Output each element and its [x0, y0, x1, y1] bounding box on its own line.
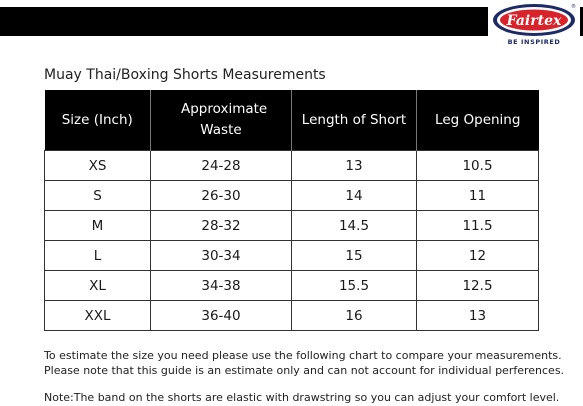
cell-length: 16 [292, 301, 417, 331]
logo-wordmark: Fairtex [506, 13, 562, 29]
cell-length: 15.5 [292, 271, 417, 301]
table-row [45, 241, 539, 271]
header-length: Length of Short [292, 90, 417, 151]
cell-leg-opening: 12 [417, 241, 539, 271]
cell-size: XXL [45, 301, 151, 331]
brand-logo [488, 2, 580, 50]
cell-waste: 26-30 [151, 181, 292, 211]
page-title: Muay Thai/Boxing Shorts Measurements [44, 67, 326, 83]
header-leg-opening: Leg Opening [417, 90, 539, 151]
cell-waste: 36-40 [151, 301, 292, 331]
cell-waste: 34-38 [151, 271, 292, 301]
cell-size: M [45, 211, 151, 241]
cell-size: XS [45, 151, 151, 181]
table-header-row [45, 90, 539, 151]
cell-waste: 24-28 [151, 151, 292, 181]
table-row [45, 211, 539, 241]
cell-waste: 28-32 [151, 211, 292, 241]
cell-size: L [45, 241, 151, 271]
header-waste [151, 90, 292, 151]
registered-mark-icon: ® [571, 4, 576, 10]
cell-leg-opening: 11.5 [417, 211, 539, 241]
table-row [45, 301, 539, 331]
cell-leg-opening: 12.5 [417, 271, 539, 301]
instruction-note: To estimate the size you need please use the following chart to compare your measurements. [44, 349, 562, 362]
cell-length: 14 [292, 181, 417, 211]
table-row [45, 271, 539, 301]
table-row [45, 181, 539, 211]
cell-leg-opening: 11 [417, 181, 539, 211]
size-chart-table [44, 90, 539, 331]
elastic-band-note: Note:The band on the shorts are elastic with drawstring so you can adjust your comfort level. [44, 391, 560, 404]
cell-leg-opening: 13 [417, 301, 539, 331]
cell-length: 13 [292, 151, 417, 181]
fairtex-logo-icon [491, 2, 577, 38]
cell-size: S [45, 181, 151, 211]
brand-slogan: BE INSPIRED [507, 38, 561, 46]
header-waste-label: Approximate Waste [181, 101, 268, 138]
cell-size: XL [45, 271, 151, 301]
estimate-disclaimer: Please note that this guide is an estimate only and can not account for individual perferences. [44, 364, 565, 377]
cell-length: 14.5 [292, 211, 417, 241]
table-row [45, 151, 539, 181]
header-size: Size (Inch) [45, 90, 151, 151]
cell-length: 15 [292, 241, 417, 271]
cell-waste: 30-34 [151, 241, 292, 271]
cell-leg-opening: 10.5 [417, 151, 539, 181]
